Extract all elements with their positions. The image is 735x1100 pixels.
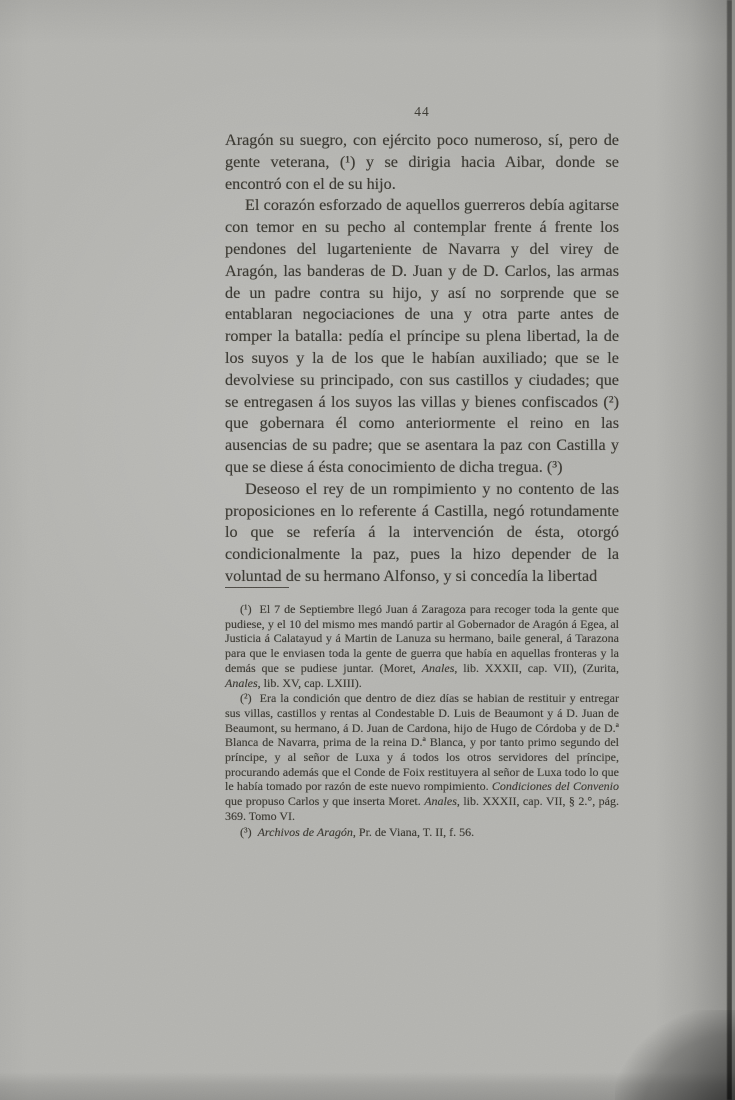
footnote-text: (²) Era la condición que dentro de diez días se habian de restituir y entregar sus villas, castillos y rentas al Condestable D. Luis de Beaumont y á D. Juan de Beaumont, su hermano, á D. Juan de Cardona, hijo de Hugo de Córdoba y de D.ª Blanca de Navarra, prima de la reina D.ª Blanca, y por tanto primo segundo del príncipe, y al señor de Luxa y á todos los otros servidores del príncipe, procurando además que el Conde de Foix restituyera al señor de Luxa todo lo que le había tomado por razón de este nuevo rompimiento. bbox=[225, 691, 619, 794]
footnote-separator-rule bbox=[225, 587, 289, 588]
cited-work-title: Anales bbox=[225, 675, 258, 690]
footnote-text: , lib. XV, cap. LXIII). bbox=[257, 675, 362, 690]
footnote-text: , lib. XXXII, cap. VII), (Zurita, bbox=[454, 660, 619, 675]
body-paragraph: El corazón esforzado de aquellos guerreros debía agitarse con temor en su pecho al contemplar frente á frente los pendones del lugarteniente de Navarra y del virey de Aragón, las banderas de D. Juan y de D. Carlos, las armas de un padre contra su hijo, y así no sorprende que se entablaran negociaciones de una y otra parte antes de romper la batalla: pedía el príncipe su plena libertad, la de los suyos y la de los que le habían auxiliado; que se le devolviese su principado, con sus castillos y ciudades; que se entregasen á los suyos las villas y bienes confiscados (²) que gobernara él como anteriormente el reino en las ausencias de su padre; que se asentara la paz con Castilla y que se diese á ésta conocimiento de dicha tregua. (³) bbox=[225, 196, 619, 476]
footnote-text: , lib. XXXII, cap. VII, § 2.°, pág. 369. Tomo VI. bbox=[225, 794, 619, 823]
footnote-text: , Pr. de Viana, T. II, f. 56. bbox=[352, 824, 475, 839]
body-text bbox=[225, 130, 619, 588]
footnotes-section bbox=[225, 602, 619, 840]
page-number: 44 bbox=[414, 104, 430, 119]
cited-work-title: Condiciones del Convenio bbox=[491, 779, 619, 794]
page-curl-shadow bbox=[655, 0, 735, 1100]
cited-work-title: Archivos de Aragón bbox=[257, 824, 353, 839]
footnote-1 bbox=[225, 602, 619, 690]
footnote-text: (¹) El 7 de Septiembre llegó Juan á Zaragoza para recoger toda la gente que pudiese, y el 10 del mismo mes mandó partir al Gobernador de Aragón á Egea, al Justicia á Calatayud y á Martin de Lanuza su hermano, baile general, á Tarazona para que le enviasen toda la gente de guerra que había en aquellas fronteras y la demás que se pudiese juntar. (Moret, bbox=[225, 602, 619, 675]
body-paragraph: Deseoso el rey de un rompimiento y no contento de las proposiciones en lo referente á Castilla, negó rotundamente lo que se refería á la intervención de ésta, otorgó condicionalmente la paz, pues la hizo depender de la voluntad de su hermano Alfonso, y si concedía la libertad bbox=[225, 479, 619, 585]
footnote-3 bbox=[225, 825, 619, 840]
footnote-text: que propuso Carlos y que inserta Moret. bbox=[225, 794, 425, 809]
bottom-edge-shadow bbox=[0, 1072, 735, 1100]
page-edge-line bbox=[727, 0, 732, 1100]
bottom-right-corner-shadow bbox=[615, 1010, 735, 1100]
cited-work-title: Anales bbox=[424, 794, 457, 809]
cited-work-title: Anales bbox=[421, 660, 455, 675]
body-paragraph: Aragón su suegro, con ejército poco numeroso, sí, pero de gente veterana, (¹) y se dirigia hacia Aibar, donde se encontró con el de su hijo. bbox=[225, 131, 619, 193]
footnote-text: (³) bbox=[240, 824, 258, 839]
footnote-2 bbox=[225, 691, 619, 823]
